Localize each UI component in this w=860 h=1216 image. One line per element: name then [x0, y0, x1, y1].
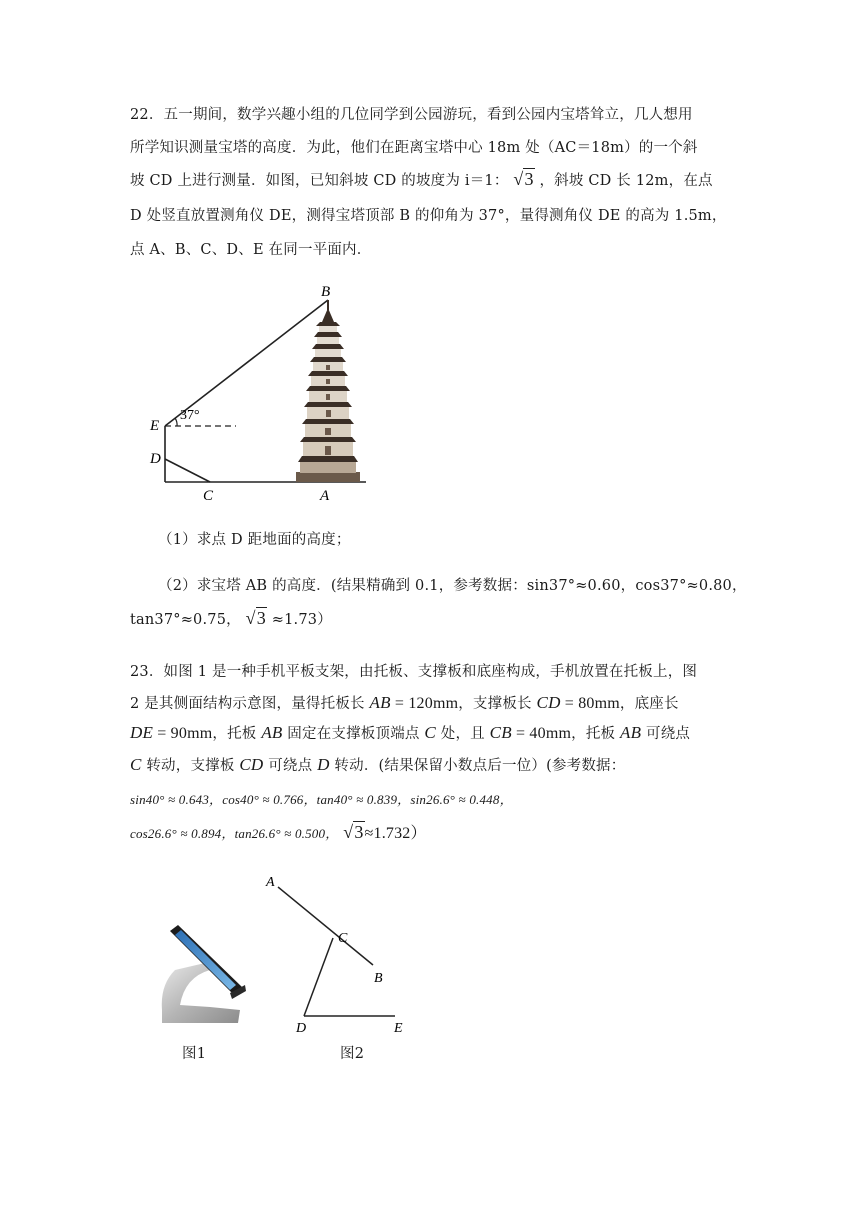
label-B: B	[374, 971, 383, 986]
math-DE-value: = 90mm	[153, 725, 213, 742]
figure-2-caption: 图2	[340, 1046, 365, 1062]
q22-line-4: D 处竖直放置测角仪 DE，测得宝塔顶部 B 的仰角为 37°，量得测角仪 DE 的高为 1.5m，	[130, 208, 727, 224]
q22-line-3-text-a: 坡 CD 上进行测量．如图，已知斜坡 CD 的坡度为 i＝1：	[130, 173, 509, 189]
label-A: A	[320, 488, 330, 504]
math-AB: AB	[620, 723, 642, 742]
math-AB-value: = 120mm	[390, 695, 459, 712]
figure-1-caption: 图1	[182, 1046, 207, 1062]
math-C: C	[130, 755, 142, 774]
angle-label: 37°	[180, 408, 200, 423]
q22-sub-2-cont-a: tan37°≈0.75，	[130, 612, 241, 628]
q22-line-2: 所学知识测量宝塔的高度．为此，他们在距离宝塔中心 18m 处（AC＝18m）的一个斜	[130, 140, 698, 156]
pagoda-image	[296, 300, 360, 482]
label-E: E	[394, 1021, 403, 1036]
math-C: C	[424, 723, 436, 742]
q23-l3-b: 固定在支撑板顶端点	[282, 726, 425, 742]
label-B: B	[321, 284, 331, 300]
q22-sub-1: （1）求点 D 距地面的高度；	[158, 532, 351, 548]
sqrt-radicand: 3	[354, 822, 364, 842]
q23-line-5: sin40° ≈ 0.643，cos40° ≈ 0.766，tan40° ≈ 0.839，sin26.6° ≈ 0.448，	[130, 792, 513, 807]
sqrt-symbol: √3	[513, 169, 534, 189]
q23-l4-b: 可绕点	[263, 758, 318, 774]
math-CB-value: = 40mm	[511, 725, 572, 742]
q22-sub-2-cont	[130, 608, 332, 629]
angle-arc	[175, 418, 177, 426]
math-CD: CD	[239, 755, 264, 774]
sqrt-symbol: √3	[245, 608, 266, 628]
segment-DC	[165, 459, 210, 482]
q22-line-5: 点 A、B、C、D、E 在同一平面内．	[130, 242, 372, 258]
q23-l2-a: 2 是其侧面结构示意图，量得托板长	[130, 696, 370, 712]
label-C: C	[203, 488, 214, 504]
q23-line-6	[130, 820, 427, 843]
label-E: E	[150, 418, 160, 434]
label-C: C	[338, 931, 348, 946]
q22-sub-2-cont-b: ≈1.73）	[271, 612, 332, 628]
q23-figure-2-diagram	[258, 870, 418, 1040]
segment-AB	[278, 887, 373, 965]
q23-l6-b: ≈1.732）	[364, 825, 427, 842]
q22-sub-2: （2）求宝塔 AB 的高度．(结果精确到 0.1，参考数据：sin37°≈0.60，cos37°≈0.80，	[158, 578, 747, 594]
label-D: D	[150, 451, 161, 467]
math-AB: AB	[261, 723, 283, 742]
q23-line-3	[130, 722, 690, 743]
q22-line-3	[130, 169, 713, 190]
math-CD: CD	[536, 693, 561, 712]
q23-l3-a: ，托板	[212, 726, 262, 742]
sqrt-radicand: 3	[524, 169, 534, 189]
q23-line-4	[130, 754, 625, 775]
sqrt-symbol: √3	[343, 822, 364, 842]
segment-CD	[304, 938, 333, 1016]
math-CB: CB	[489, 723, 512, 742]
q23-l3-e: 可绕点	[641, 726, 691, 742]
q22-figure	[140, 278, 380, 510]
sqrt-radicand: 3	[256, 608, 266, 628]
math-AB: AB	[369, 693, 391, 712]
q23-line-2	[130, 692, 679, 713]
q23-l4-a: 转动，支撑板	[141, 758, 240, 774]
q23-l2-b: ，支撑板长	[458, 696, 537, 712]
math-CD-value: = 80mm	[560, 695, 620, 712]
math-DE: DE	[130, 723, 154, 742]
q23-l4-c: 转动．(结果保留小数点后一位）(参考数据：	[329, 758, 626, 774]
q23-l3-c: 处，且	[435, 726, 490, 742]
q23-l3-d: ，托板	[571, 726, 621, 742]
q22-line-1: 22．五一期间，数学兴趣小组的几位同学到公园游玩，看到公园内宝塔耸立，几人想用	[130, 107, 693, 123]
q23-l2-c: ，底座长	[619, 696, 679, 712]
math-D: D	[317, 755, 330, 774]
label-A: A	[266, 875, 275, 890]
q23-l6-a: cos26.6° ≈ 0.894，tan26.6° ≈ 0.500，	[130, 826, 339, 841]
q23-figure-1-phone-stand	[150, 915, 260, 1035]
q22-line-3-text-b: ，斜坡 CD 长 12m，在点	[539, 173, 713, 189]
q23-line-1: 23．如图 1 是一种手机平板支架，由托板、支撑板和底座构成，手机放置在托板上，图	[130, 664, 698, 680]
label-D: D	[296, 1021, 307, 1036]
